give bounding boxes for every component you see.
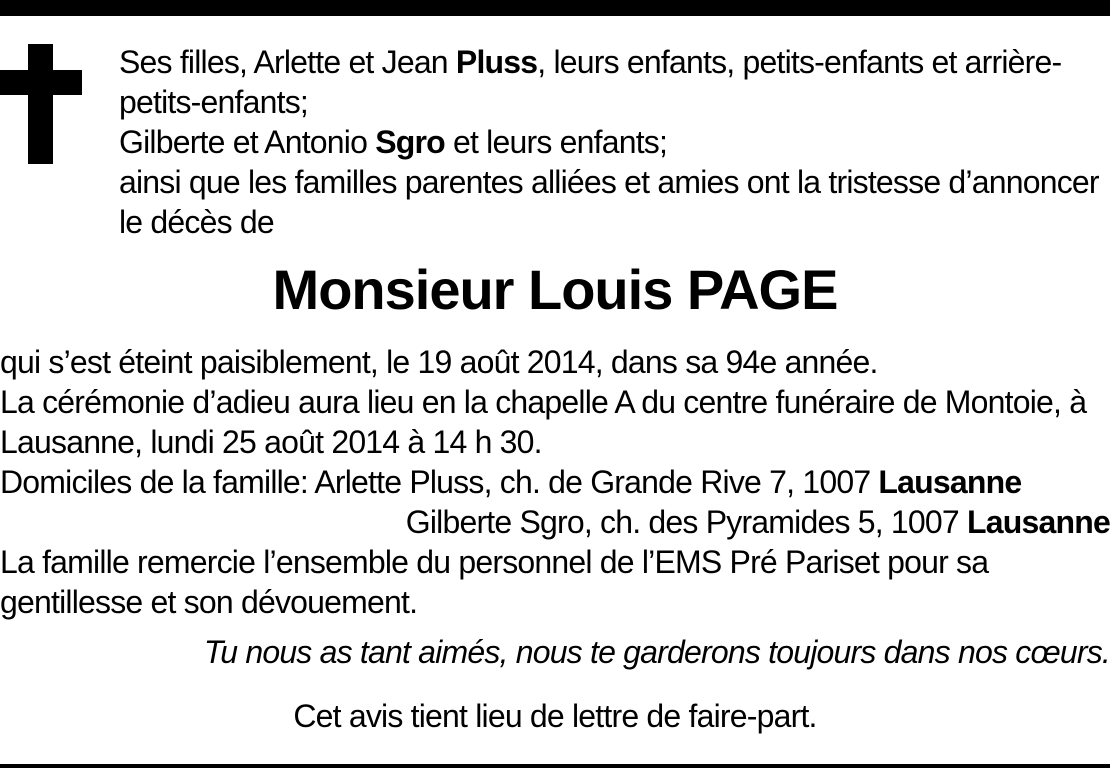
intro-line-sgro: Gilberte et Antonio Sgro et leurs enfants; [119, 124, 668, 160]
bottom-rule [0, 764, 1110, 768]
domicile-line-2: Gilberte Sgro, ch. des Pyramides 5, 1007 Lausanne [405, 504, 1110, 540]
thanks-text: La famille remercie l’ensemble du personnel de l’EMS Pré Pariset pour sa gentillesse et son dévouement. [0, 544, 989, 620]
surname-sgro: Sgro [375, 124, 445, 160]
obituary-details [0, 342, 1110, 622]
domicile-line-1: Domiciles de la famille: Arlette Pluss, ch. de Grande Rive 7, 1007 Lausanne [0, 464, 1022, 500]
ceremony-info: La cérémonie d’adieu aura lieu en la chapelle A du centre funéraire de Montoie, à Lausanne, lundi 25 août 2014 à 14 h 30. [0, 384, 1087, 460]
intro-line-families: ainsi que les familles parentes alliées et amies ont la tristesse d’annoncer le décès de [119, 164, 1099, 240]
deceased-name: Monsieur Louis PAGE [272, 258, 838, 321]
surname-pluss: Pluss [455, 44, 538, 80]
cross-icon [0, 44, 82, 164]
family-announcement [119, 42, 1110, 242]
intro-line-pluss: Ses filles, Arlette et Jean Pluss, leurs enfants, petits-enfants et arrière-petits-enfants; [119, 44, 1062, 120]
memorial-quote: Tu nous as tant aimés, nous te garderons toujours dans nos cœurs. [203, 634, 1110, 670]
death-notice: qui s’est éteint paisiblement, le 19 août 2014, dans sa 94e année. [0, 344, 878, 380]
top-rule [0, 0, 1110, 16]
closing-note: Cet avis tient lieu de lettre de faire-part. [293, 698, 817, 734]
